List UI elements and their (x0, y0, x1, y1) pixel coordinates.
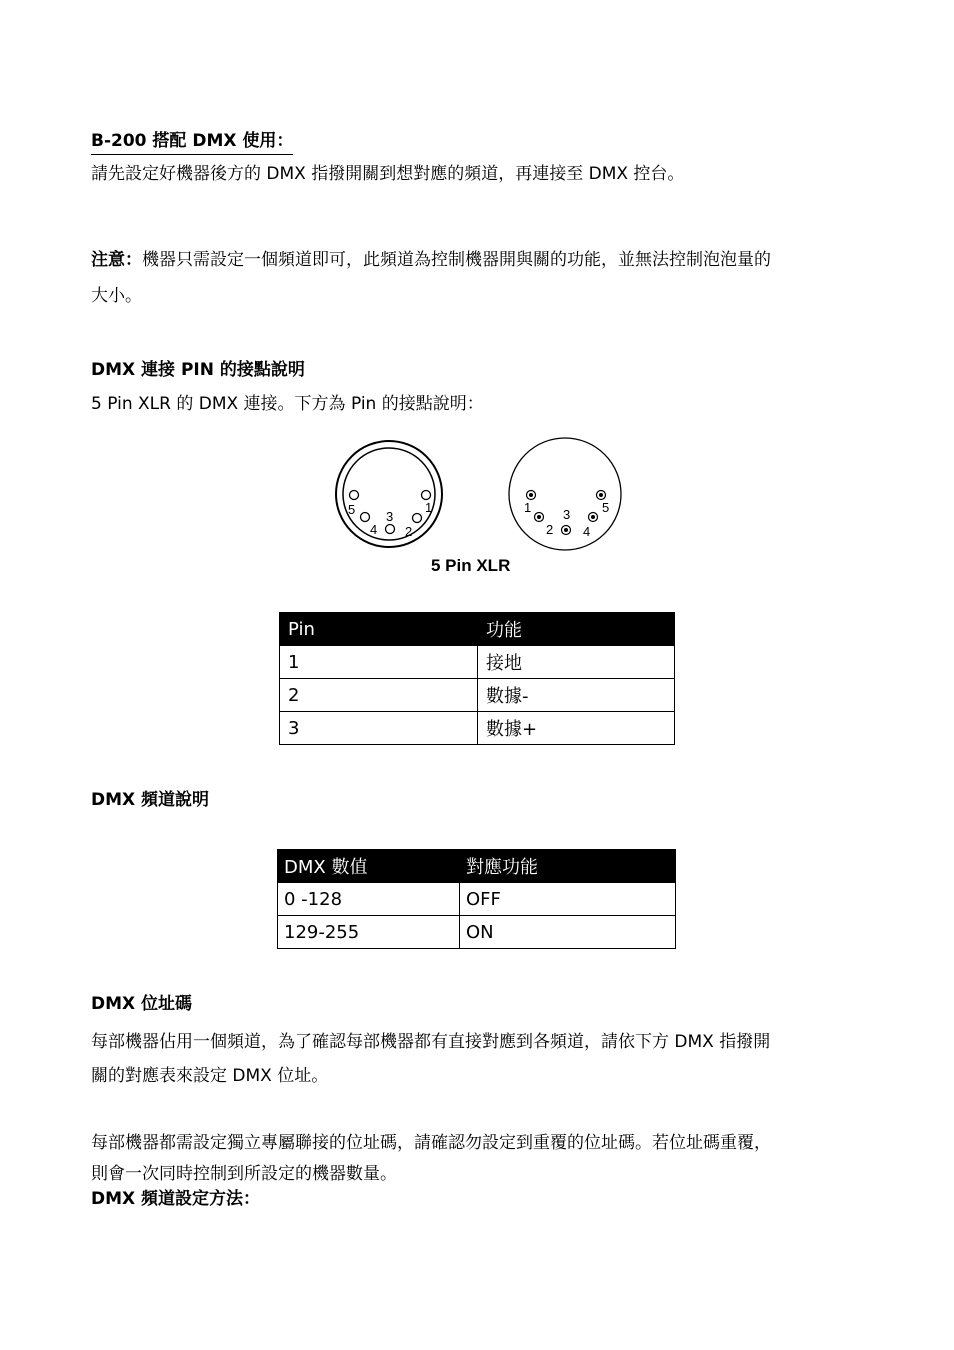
table-row (280, 646, 675, 679)
table-row (278, 883, 676, 916)
section-title-setting: DMX 頻道設定方法： (91, 1189, 261, 1209)
table-cell: 3 (280, 712, 478, 745)
table-cell: 數據+ (478, 712, 675, 745)
table-cell: 1 (280, 646, 478, 679)
section-title-b200: B-200 搭配 DMX 使用： (91, 129, 293, 155)
table-cell: 接地 (478, 646, 675, 679)
pin-table (279, 612, 675, 745)
table-header-cell: Pin (280, 613, 478, 646)
table-row (280, 712, 675, 745)
table-cell: 0 -128 (278, 883, 460, 916)
xlr-right-pin-label: 1 (524, 500, 532, 515)
section-title-pin: DMX 連接 PIN 的接點說明 (91, 360, 305, 380)
address-para1-line2: 關的對應表來設定 DMX 位址。 (91, 1066, 329, 1086)
xlr-left-pin-label: 4 (370, 522, 378, 537)
table-header-cell: DMX 數值 (278, 850, 460, 883)
channel-table (277, 849, 676, 949)
xlr-right-pin-label: 2 (546, 522, 554, 537)
section-title-channel: DMX 頻道說明 (91, 790, 210, 810)
section-body-pin: 5 Pin XLR 的 DMX 連接。下方為 Pin 的接點說明： (91, 394, 484, 414)
table-cell: 數據- (478, 679, 675, 712)
table-cell: 2 (280, 679, 478, 712)
xlr-left-pin-label: 2 (405, 524, 413, 539)
table-header-row (280, 613, 675, 646)
note-line-1 (91, 248, 771, 272)
table-header-cell: 對應功能 (460, 850, 676, 883)
table-cell: OFF (460, 883, 676, 916)
address-para2-line1: 每部機器都需設定獨立專屬聯接的位址碼，請確認勿設定到重覆的位址碼。若位址碼重覆， (91, 1133, 771, 1153)
xlr-caption: 5 Pin XLR (431, 556, 511, 575)
address-para2-line2: 則會一次同時控制到所設定的機器數量。 (91, 1164, 397, 1184)
table-header-cell: 功能 (478, 613, 675, 646)
note-label: 注意： (91, 250, 142, 270)
table-header-row (278, 850, 676, 883)
table-row (278, 916, 676, 949)
xlr-right-pin-label: 3 (563, 507, 571, 522)
xlr-right-connector (509, 438, 621, 550)
xlr-left-connector (336, 441, 442, 547)
note-line-2: 大小。 (91, 286, 142, 306)
xlr-left-pin-label: 1 (425, 500, 433, 515)
address-para1-line1: 每部機器佔用一個頻道，為了確認每部機器都有直接對應到各頻道，請依下方 DMX 指撥開 (91, 1032, 771, 1052)
section-body-b200: 請先設定好機器後方的 DMX 指撥開關到想對應的頻道，再連接至 DMX 控台。 (91, 164, 685, 184)
xlr-left-pin-label: 5 (348, 502, 356, 517)
table-cell: ON (460, 916, 676, 949)
note-text-1: 機器只需設定一個頻道即可，此頻道為控制機器開與關的功能，並無法控制泡泡量的 (142, 250, 771, 270)
table-cell: 129-255 (278, 916, 460, 949)
xlr-right-pin-label: 5 (602, 500, 610, 515)
section-title-address: DMX 位址碼 (91, 994, 193, 1014)
xlr-left-pin-label: 3 (386, 509, 394, 524)
table-row (280, 679, 675, 712)
xlr-right-pin-label: 4 (583, 524, 591, 539)
